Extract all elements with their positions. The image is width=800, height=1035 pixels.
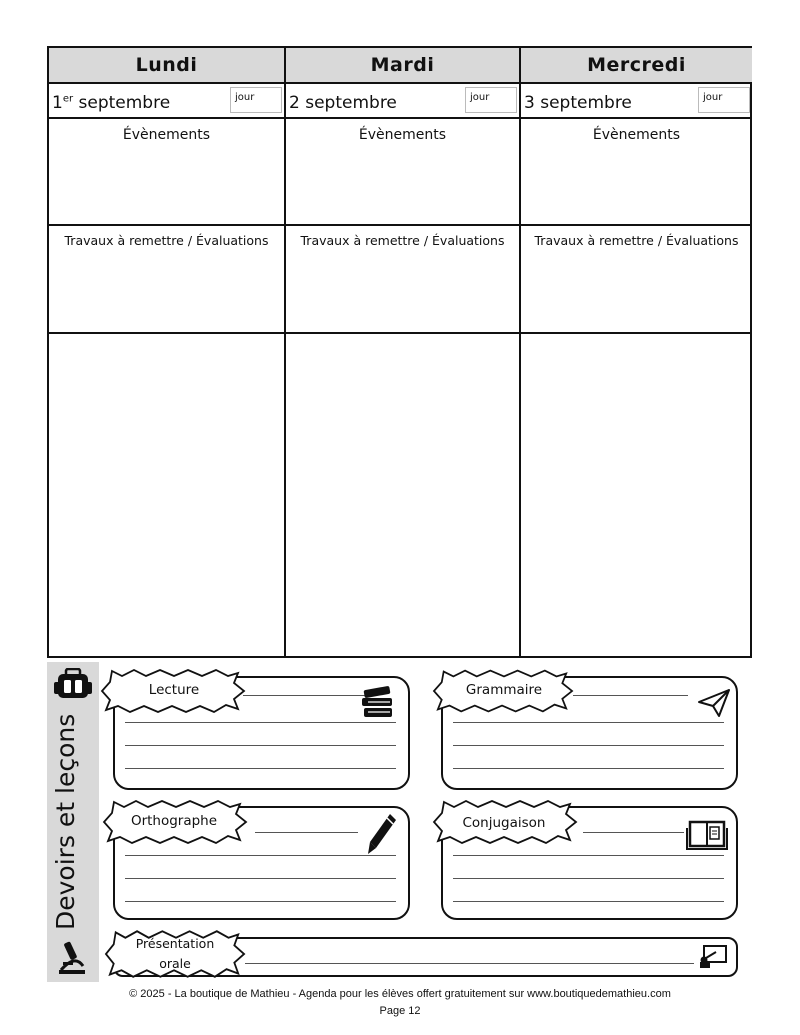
date-label: 1er septembre: [52, 93, 171, 113]
date-row: [521, 84, 752, 119]
events-area[interactable]: [49, 119, 284, 226]
write-line[interactable]: [453, 745, 724, 746]
backpack-icon: [53, 668, 93, 702]
presentation-board-icon: [698, 944, 728, 970]
presentation-label: [130, 934, 220, 974]
write-line[interactable]: [245, 963, 694, 964]
travaux-label: Travaux à remettre / Évaluations: [64, 233, 269, 248]
write-line[interactable]: [125, 855, 396, 856]
presentation-label-line1: Présentation: [135, 936, 215, 951]
day-heading: Lundi: [49, 48, 284, 84]
day-column-lundi: [49, 48, 284, 656]
paper-plane-icon: [697, 688, 731, 718]
day-heading: Mardi: [286, 48, 519, 84]
open-book-icon: [686, 818, 728, 852]
travaux-area[interactable]: [49, 226, 284, 334]
section-title: Devoirs et leçons: [51, 713, 80, 930]
write-line[interactable]: [125, 722, 396, 723]
write-line[interactable]: [453, 855, 724, 856]
date-label: 2 septembre: [289, 93, 397, 113]
notes-area[interactable]: [286, 334, 519, 656]
presentation-label-line2: orale: [159, 956, 191, 971]
write-line[interactable]: [453, 722, 724, 723]
write-line[interactable]: [243, 695, 368, 696]
conjugaison-label: Conjugaison: [462, 815, 546, 831]
write-line[interactable]: [255, 832, 358, 833]
travaux-label: Travaux à remettre / Évaluations: [534, 233, 739, 248]
travaux-area[interactable]: [286, 226, 519, 334]
write-line[interactable]: [573, 695, 688, 696]
write-line[interactable]: [125, 901, 396, 902]
events-label: Évènements: [592, 127, 681, 143]
write-line[interactable]: [453, 768, 724, 769]
notes-area[interactable]: [521, 334, 752, 656]
jour-field[interactable]: jour: [230, 87, 282, 113]
day-column-mardi: [284, 48, 519, 656]
page-number: Page 12: [379, 1005, 421, 1017]
microscope-icon: [55, 940, 89, 976]
day-column-mercredi: [519, 48, 752, 656]
events-label: Évènements: [358, 127, 447, 143]
grammaire-label: Grammaire: [465, 682, 543, 698]
travaux-area[interactable]: [521, 226, 752, 334]
write-line[interactable]: [125, 768, 396, 769]
jour-field[interactable]: jour: [465, 87, 517, 113]
write-line[interactable]: [125, 878, 396, 879]
jour-field[interactable]: jour: [698, 87, 750, 113]
write-line[interactable]: [583, 832, 684, 833]
pencil-icon: [366, 812, 398, 856]
write-line[interactable]: [453, 878, 724, 879]
date-row: [286, 84, 519, 119]
copyright-footer: © 2025 - La boutique de Mathieu - Agenda pour les élèves offert gratuitement sur www.boutiquedemathieu.com: [129, 988, 671, 1000]
events-area[interactable]: [521, 119, 752, 226]
weekly-grid: [47, 46, 752, 658]
date-label: 3 septembre: [524, 93, 632, 113]
books-icon: [360, 684, 398, 720]
orthographe-label: Orthographe: [130, 813, 218, 829]
events-label: Évènements: [122, 127, 211, 143]
events-area[interactable]: [286, 119, 519, 226]
lecture-label: Lecture: [148, 682, 200, 698]
day-heading: Mercredi: [521, 48, 752, 84]
travaux-label: Travaux à remettre / Évaluations: [300, 233, 505, 248]
write-line[interactable]: [453, 901, 724, 902]
write-line[interactable]: [125, 745, 396, 746]
notes-area[interactable]: [49, 334, 284, 656]
date-row: [49, 84, 284, 119]
